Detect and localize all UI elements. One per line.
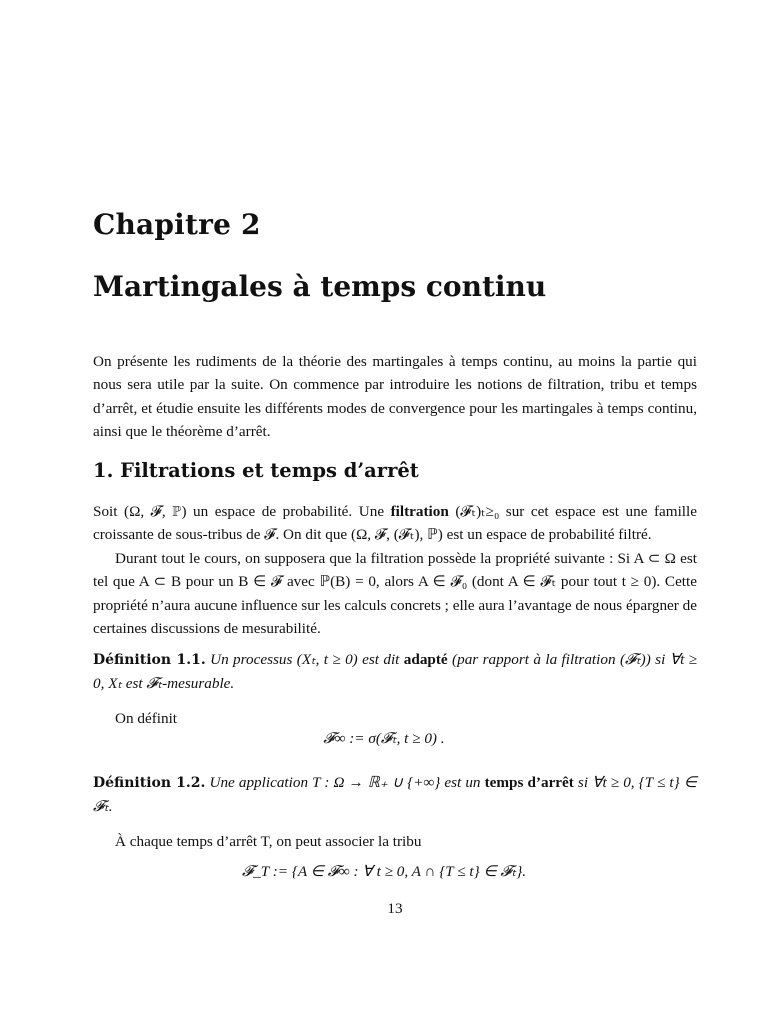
filtration-paragraph bbox=[93, 500, 697, 547]
definition-label: Définition 1.1. bbox=[93, 652, 206, 668]
section-body bbox=[93, 500, 697, 640]
definition-1-1 bbox=[93, 648, 697, 696]
intro-text: On présente les rudiments de la théorie des martingales à temps continu, au moins la partie qui nous sera utile par la suite. On commence par introduire les notions de filtration, tribu et temps d’arrêt, et étudie ensuite les différents modes de convergence pour les martingales à temps continu, ainsi que le théorème d’arrêt. bbox=[93, 353, 697, 441]
definition-text-a: Une application T : Ω → ℝ₊ ∪ {+∞} est un bbox=[209, 774, 485, 791]
definition-label: Définition 1.2. bbox=[93, 775, 206, 791]
tribu-text: À chaque temps d’arrêt T, on peut associer la tribu bbox=[115, 833, 422, 850]
page-number: 13 bbox=[387, 900, 403, 917]
on-definit-line bbox=[93, 707, 697, 730]
definition-1-2 bbox=[93, 771, 697, 819]
equation-f-t: 𝓕_T := {A ∈ 𝓕∞ : ∀ t ≥ 0, A ∩ {T ≤ t} ∈ 𝓕ₜ}. bbox=[241, 863, 527, 880]
intro-paragraph bbox=[93, 350, 697, 444]
chapter-number: Chapitre 2 bbox=[93, 208, 261, 241]
hypothesis-paragraph: Durant tout le cours, on supposera que la filtration possède la propriété suivante : Si A ⊂ Ω est tel que A ⊂ B pour un B ∈ 𝓕 avec ℙ(B) = 0, alors A ∈ 𝓕₀ (dont A ∈ 𝓕ₜ pour tout t ≥ 0). Cette propriété n’aura aucune influence sur les calculs concrets ; elle aura l’avantage de nous épargner de certaines discussions de mesurabilité. bbox=[93, 549, 697, 638]
definition-term: temps d’arrêt bbox=[484, 774, 574, 791]
definition-text-a: Un processus (Xₜ, t ≥ 0) est dit bbox=[210, 651, 404, 668]
definition-text-b: si ∀t ≥ 0, {T ≤ t} ∈ 𝓕ₜ. bbox=[93, 774, 697, 816]
on-definit-text: On définit bbox=[115, 710, 178, 727]
section-title: 1. Filtrations et temps d’arrêt bbox=[93, 459, 419, 482]
chapter-title: Martingales à temps continu bbox=[93, 270, 547, 303]
filtration-text-b: (𝓕ₜ)ₜ≥₀ sur cet espace est une famille croissante de sous-tribus de 𝓕. On dit que (Ω, 𝓕, (𝓕ₜ), ℙ) est un espace de probabilité filtré. bbox=[93, 503, 697, 544]
filtration-term: filtration bbox=[390, 503, 449, 520]
equation-f-infinity: 𝓕∞ := σ(𝓕ₜ, t ≥ 0) . bbox=[323, 730, 445, 747]
filtration-text-a: Soit (Ω, 𝓕, ℙ) un espace de probabilité. Une bbox=[93, 503, 391, 520]
tribu-line bbox=[93, 830, 697, 853]
definition-term: adapté bbox=[403, 651, 448, 668]
definition-text-b: (par rapport à la filtration (𝓕ₜ)) si ∀t ≥ 0, Xₜ est 𝓕ₜ-mesurable. bbox=[93, 651, 698, 693]
